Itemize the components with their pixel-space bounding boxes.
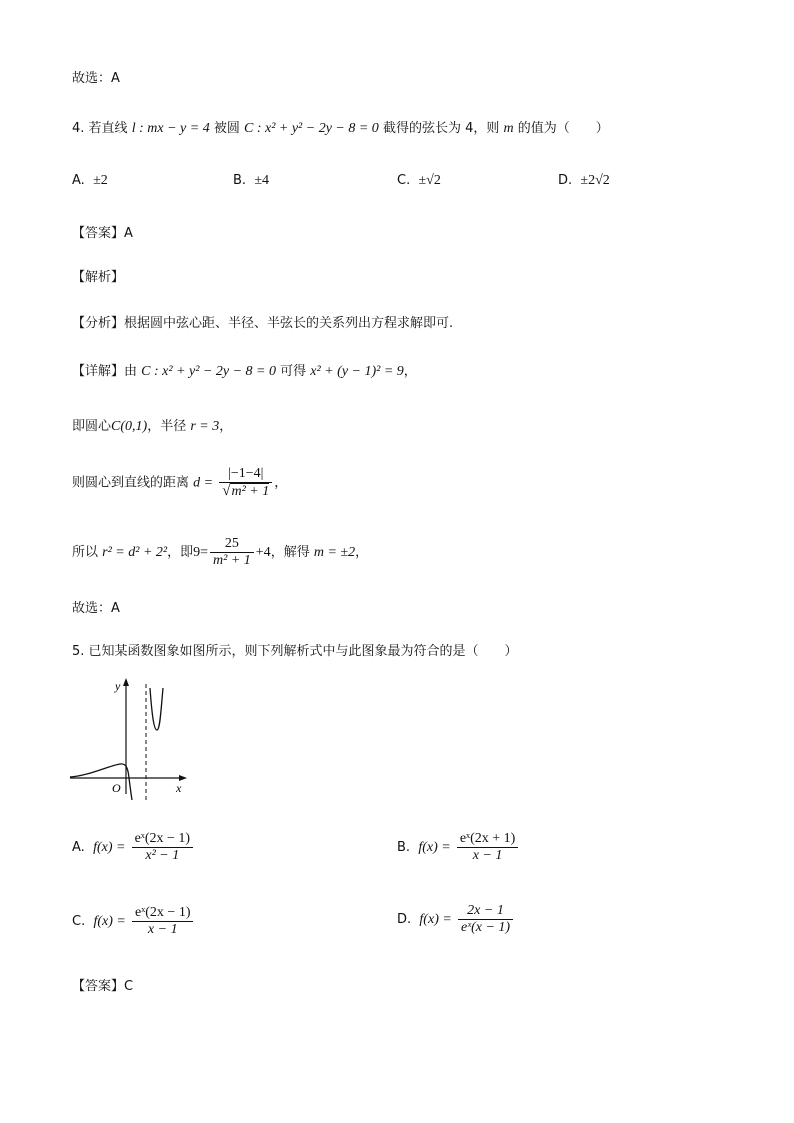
punct: ， xyxy=(355,545,369,560)
q5-option-a xyxy=(72,831,195,864)
q4-jiexi-heading: 【解析】 xyxy=(72,270,125,285)
detail-text: ，半径 xyxy=(147,419,187,434)
q4-line-equation: l : mx − y = 4 xyxy=(131,121,210,136)
punct: ， xyxy=(403,364,417,379)
fraction-denominator: x − 1 xyxy=(472,848,503,863)
q5-number: 5. xyxy=(72,644,85,659)
y-label: y xyxy=(115,679,121,693)
detail-text: ，解得 xyxy=(270,545,310,560)
option-label: A. xyxy=(72,840,85,855)
detail-text: 则圆心到直线的距离 xyxy=(72,475,190,491)
option-label: B. xyxy=(233,173,247,188)
fraction-denominator: eˣ(x − 1) xyxy=(460,920,511,935)
fraction-numerator: eˣ(2x − 1) xyxy=(132,831,193,848)
q4-option-b xyxy=(233,173,269,189)
punct: ， xyxy=(219,419,233,434)
option-value: ±2 xyxy=(93,173,108,188)
fraction-numerator: 2x − 1 xyxy=(458,903,513,920)
detail-text: ，即 xyxy=(167,545,194,560)
equation-plus: +4 xyxy=(255,545,271,560)
option-fraction xyxy=(458,903,513,936)
q4-option-c xyxy=(397,173,441,189)
q4-answer xyxy=(72,222,133,241)
fraction-denominator: m² + 1 xyxy=(213,553,251,568)
option-value: ±√2 xyxy=(418,173,441,188)
q5-option-c xyxy=(72,905,195,938)
distance-fraction xyxy=(219,466,272,500)
pythagoras-equation: r² = d² + 2² xyxy=(102,545,168,560)
circle-equation: C : x² + y² − 2y − 8 = 0 xyxy=(141,364,276,379)
detail-text: 可得 xyxy=(280,364,307,379)
q4-analysis xyxy=(72,312,453,331)
radius: r = 3 xyxy=(190,419,220,434)
q4-text-c: 截得的弦长为 4，则 xyxy=(382,121,500,136)
detail-text: 即圆心 xyxy=(72,419,112,434)
option-label: C. xyxy=(397,173,411,188)
fraction-denominator: m² + 1 xyxy=(231,484,270,499)
q4-text-b: 被圆 xyxy=(213,121,240,136)
left-branch-curve xyxy=(70,764,132,800)
option-lhs: f(x) = xyxy=(419,912,452,927)
equation-fraction xyxy=(210,536,254,569)
fraction-numerator: eˣ(2x − 1) xyxy=(132,905,193,922)
sqrt-icon: √ xyxy=(222,483,231,499)
q4-stem xyxy=(72,117,609,137)
q5-text: 已知某函数图象如图所示，则下列解析式中与此图象最为符合的是（ ） xyxy=(88,644,518,659)
option-label: A. xyxy=(72,173,85,188)
option-label: D. xyxy=(397,912,412,927)
q5-option-d xyxy=(397,903,515,936)
q5-stem xyxy=(72,640,518,659)
answer-value: C xyxy=(124,979,134,994)
q4-detail-line-1 xyxy=(72,360,417,380)
option-label: B. xyxy=(397,840,411,855)
fraction-numerator: 25 xyxy=(210,536,254,553)
detail-text: 由 xyxy=(124,364,138,379)
option-fraction xyxy=(132,905,193,938)
option-label: C. xyxy=(72,914,86,929)
answer-value: A xyxy=(124,226,133,241)
x-label: x xyxy=(176,781,182,795)
q4-detail-line-2 xyxy=(72,415,232,435)
option-value: ±2√2 xyxy=(580,173,610,188)
q4-detail-line-4 xyxy=(72,536,368,569)
fraction-numerator: eˣ(2x + 1) xyxy=(457,831,518,848)
analysis-tag: 【分析】 xyxy=(72,316,125,331)
distance-label: d = xyxy=(193,475,214,491)
y-axis-arrow-icon xyxy=(123,678,129,686)
q4-conclusion: 故选：A xyxy=(72,601,120,616)
q4-circle-equation: C : x² + y² − 2y − 8 = 0 xyxy=(243,121,379,136)
option-lhs: f(x) = xyxy=(418,840,451,855)
right-branch-curve xyxy=(150,688,163,730)
top-conclusion: 故选：A xyxy=(72,71,120,86)
q4-detail-line-3 xyxy=(72,466,287,500)
analysis-text: 根据圆中弦心距、半径、半弦长的关系列出方程求解即可. xyxy=(124,316,454,331)
q4-var-m: m xyxy=(503,121,514,136)
equation-lhs: 9= xyxy=(193,545,209,560)
q4-text-d: 的值为（ ） xyxy=(517,121,609,136)
q5-option-b xyxy=(397,831,520,864)
q4-option-d xyxy=(558,173,610,189)
standard-equation: x² + (y − 1)² = 9 xyxy=(310,364,404,379)
option-lhs: f(x) = xyxy=(93,914,126,929)
option-fraction xyxy=(457,831,518,864)
fraction-denominator: x − 1 xyxy=(147,922,178,937)
option-lhs: f(x) = xyxy=(93,840,126,855)
circle-center: C(0,1) xyxy=(111,419,148,434)
option-label: D. xyxy=(558,173,573,188)
answer-tag: 【答案】 xyxy=(72,226,125,241)
punct: ， xyxy=(274,475,288,491)
solution: m = ±2 xyxy=(313,545,356,560)
q4-option-a xyxy=(72,173,108,189)
fraction-numerator: |−1−4| xyxy=(219,466,272,483)
q5-function-graph xyxy=(66,676,192,800)
answer-tag: 【答案】 xyxy=(72,979,125,994)
detail-tag: 【详解】 xyxy=(72,364,125,379)
q4-number: 4. xyxy=(72,121,85,136)
option-fraction xyxy=(132,831,193,864)
q5-answer xyxy=(72,975,133,994)
q4-text-a: 若直线 xyxy=(88,121,128,136)
option-value: ±4 xyxy=(254,173,270,188)
fraction-denominator: x² − 1 xyxy=(145,848,180,863)
detail-text: 所以 xyxy=(72,545,99,560)
origin-label: O xyxy=(112,781,121,795)
